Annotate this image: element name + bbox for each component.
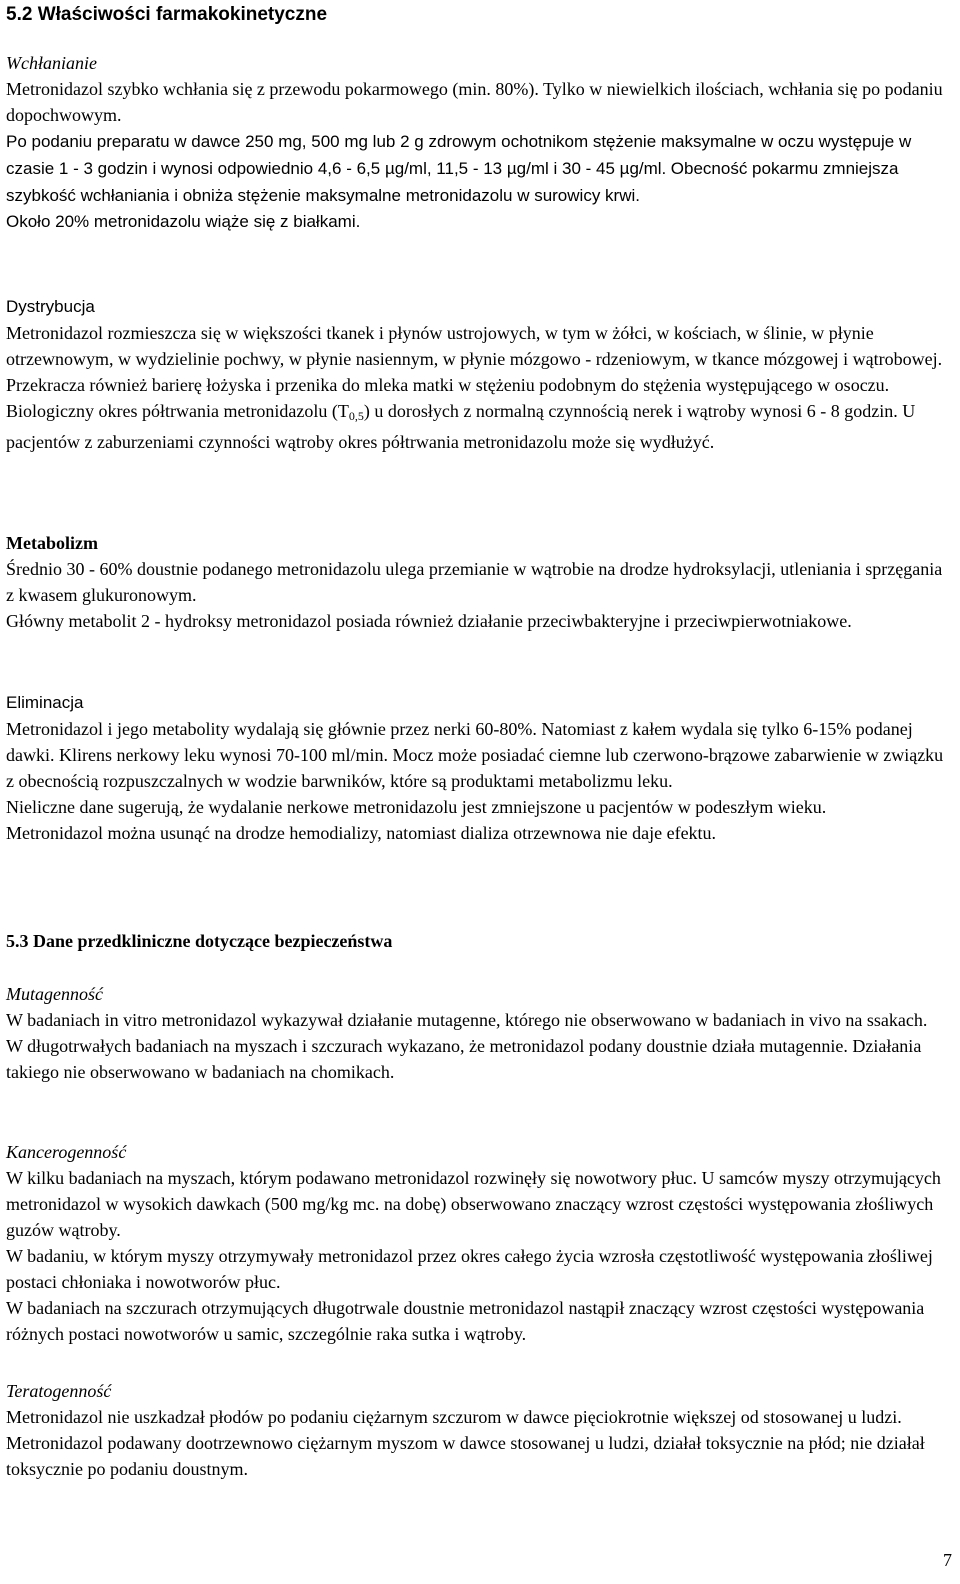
section-mutagennosc: [6, 981, 954, 1085]
half-life-text-cont: ) u dorosłych z normalną czynnością nerek i wątroby wynosi 6 - 8 godzin. U pacjentów z zaburzeniami czynności wątroby okres półtrwania metronidazolu może się wydłużyć.: [6, 401, 916, 452]
section-5-3: [6, 928, 954, 954]
heading-mutagennosc: Mutagenność: [6, 984, 103, 1004]
section-title-5-2: 5.2 Właściwości farmakokinetyczne: [6, 4, 328, 25]
section-metabolizm: [6, 530, 954, 634]
half-life-text: Biologiczny okres półtrwania metronidazolu (T: [6, 401, 349, 421]
heading-kancerogennosc: Kancerogenność: [6, 1142, 127, 1162]
paragraph-kancerogennosc-1: W kilku badaniach na myszach, którym podawano metronidazol rozwinęły się nowotwory płuc. U samców myszy otrzymujących metronidazol w wysokich dawkach (500 mg/kg mc. na dobę) obserwowano znaczący wzrost częstości występowania złośliwych guzów wątroby.: [6, 1168, 941, 1240]
heading-wchlanianie: Wchłanianie: [6, 53, 97, 73]
paragraph-mutagennosc-1: W badaniach in vitro metronidazol wykazywał działanie mutagenne, którego nie obserwowano w badaniach in vivo na ssakach.: [6, 1010, 928, 1030]
paragraph-metabolizm-2: Główny metabolit 2 - hydroksy metronidazol posiada również działanie przeciwbakteryjne i przeciwpierwotniakowe.: [6, 611, 852, 631]
section-eliminacja: [6, 690, 954, 846]
heading-eliminacja: Eliminacja: [6, 693, 84, 712]
paragraph-dystrybucja-2: [6, 398, 954, 455]
heading-dystrybucja: Dystrybucja: [6, 297, 95, 316]
section-kancerogennosc: [6, 1139, 954, 1347]
page-number: 7: [943, 1550, 952, 1570]
section-dystrybucja: [6, 294, 954, 455]
heading-metabolizm: Metabolizm: [6, 533, 98, 553]
paragraph-kancerogennosc-2: W badaniu, w którym myszy otrzymywały metronidazol przez okres całego życia wzrosła częstotliwość występowania złośliwej postaci chłoniaka i nowotworów płuc.: [6, 1246, 933, 1292]
paragraph-wchlanianie-2: [6, 128, 954, 209]
paragraph-eliminacja-3: Metronidazol można usunąć na drodze hemodializy, natomiast dializa otrzewnowa nie daje efektu.: [6, 823, 717, 843]
section-wchlanianie: [6, 50, 954, 235]
paragraph-wchlanianie-1: Metronidazol szybko wchłania się z przewodu pokarmowego (min. 80%). Tylko w niewielkich ilościach, wchłania się po podaniu dopochwowym.: [6, 79, 943, 125]
paragraph-wchlanianie-2a: Po podaniu preparatu w dawce 250 mg, 500 mg lub 2 g zdrowym ochotnikom stężenie maksymalne w oczu występuje w czasie 1 - 3 godzin i wynosi odpowiednio 4,6 - 6,5 µg/ml, 11,5 - 13 µg/ml i 30 - 45 µg/ml.: [6, 132, 912, 178]
paragraph-eliminacja-1: Metronidazol i jego metabolity wydalają się głównie przez nerki 60-80%. Natomiast z kałem wydala się tylko 6-15% podanej dawki. Klirens nerkowy leku wynosi 70-100 ml/min. Mocz może posiadać ciemne lub czerwono-brązowe zabarwienie w związku z obecnością rozpuszczalnych w wodzie barwników, które są produktami metabolizmu leku.: [6, 719, 944, 791]
section-teratogennosc: [6, 1378, 954, 1482]
paragraph-eliminacja-2: Nieliczne dane sugerują, że wydalanie nerkowe metronidazolu jest zmniejszone u pacjentów w podeszłym wieku.: [6, 797, 827, 817]
paragraph-kancerogennosc-3: W badaniach na szczurach otrzymujących długotrwale doustnie metronidazol nastąpił znaczący wzrost częstości występowania różnych postaci nowotworów u samic, szczególnie raka sutka i wątroby.: [6, 1298, 925, 1344]
paragraph-dystrybucja-1: Metronidazol rozmieszcza się w większości tkanek i płynów ustrojowych, w tym w żółci, w kościach, w ślinie, w płynie otrzewnowym, w wydzielinie pochwy, w płynie nasiennym, w płynie mózgowo - rdzeniowym, w tkance mózgowej i wątrobowej. Przekracza również barierę łożyska i przenika do mleka matki w stężeniu podobnym do stężenia występującego w osoczu.: [6, 323, 943, 395]
paragraph-wchlanianie-3: Około 20% metronidazolu wiąże się z białkami.: [6, 212, 361, 231]
section-title-5-3: 5.3 Dane przedkliniczne dotyczące bezpieczeństwa: [6, 931, 393, 951]
paragraph-wchlanianie-2b: Obecność pokarmu zmniejsza szybkość wchłaniania i obniża stężenie maksymalne metronidazolu w surowicy krwi.: [6, 159, 899, 205]
paragraph-metabolizm-1: Średnio 30 - 60% doustnie podanego metronidazolu ulega przemianie w wątrobie na drodze hydroksylacji, utleniania i sprzęgania z kwasem glukuronowym.: [6, 559, 943, 605]
paragraph-mutagennosc-2: W długotrwałych badaniach na myszach i szczurach wykazano, że metronidazol podany doustnie działa mutagennie. Działania takiego nie obserwowano w badaniach na chomikach.: [6, 1036, 922, 1082]
paragraph-teratogennosc-2: Metronidazol podawany dootrzewnowo ciężarnym myszom w dawce stosowanej u ludzi, działał toksycznie na płód; nie działał toksycznie po podaniu doustnym.: [6, 1433, 925, 1479]
half-life-subscript: 0,5: [348, 409, 364, 423]
heading-teratogennosc: Teratogenność: [6, 1381, 112, 1401]
paragraph-teratogennosc-1: Metronidazol nie uszkadzał płodów po podaniu ciężarnym szczurom w dawce pięciokrotnie większej od stosowanej u ludzi.: [6, 1407, 902, 1427]
